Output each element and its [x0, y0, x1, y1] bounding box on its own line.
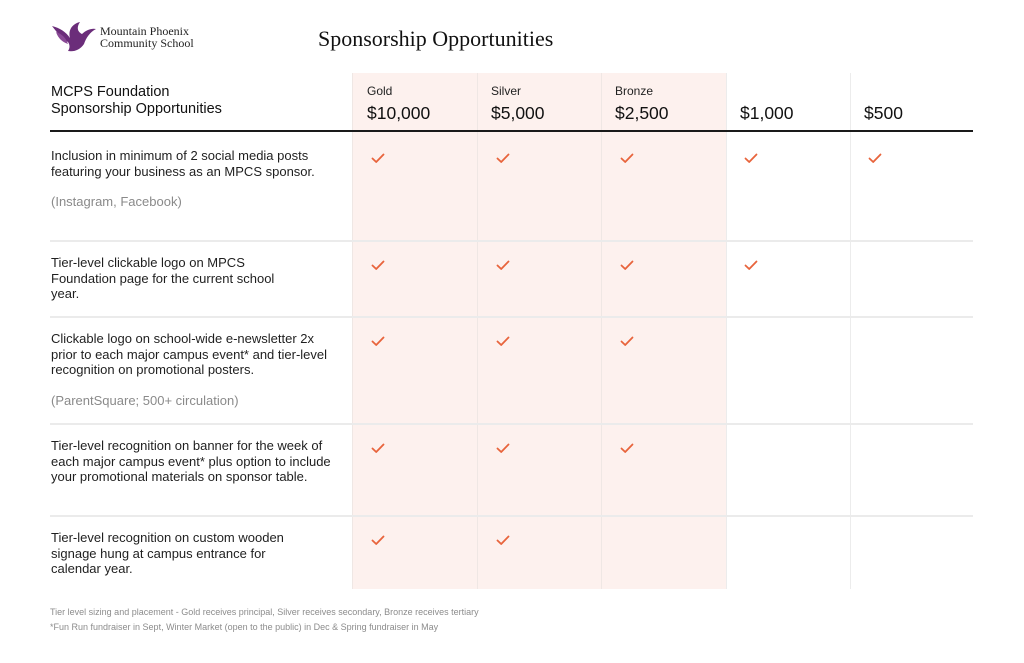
highlight-band [352, 73, 726, 589]
check-icon [371, 336, 385, 347]
school-name-line2: Community School [100, 36, 194, 50]
column-divider [601, 73, 602, 589]
check-icon [496, 535, 510, 546]
check-icon [496, 260, 510, 271]
check-icon [371, 535, 385, 546]
tier-amount: $1,000 [740, 103, 794, 123]
tier-name: Bronze [615, 84, 654, 98]
benefit-text: Tier-level recognition on custom wooden signage hung at campus entrance for calendar year. [51, 530, 284, 576]
row-divider [50, 240, 973, 242]
table-title [51, 84, 222, 118]
check-icon [620, 443, 634, 454]
footnote-sizing: Tier level sizing and placement - Gold receives principal, Silver receives secondary, Bronze receives tertiary [50, 607, 479, 617]
tier-name: Silver [491, 84, 522, 98]
tier-header-1000 [740, 84, 794, 124]
benefit-text: Tier-level recognition on banner for the week of each major campus event* plus option to include your promotional materials on sponsor table. [51, 438, 331, 484]
benefit-note: (ParentSquare; 500+ circulation) [51, 392, 239, 408]
check-icon [496, 443, 510, 454]
tier-amount: $5,000 [491, 103, 545, 123]
benefit-row-2 [51, 255, 276, 302]
benefit-row-3 [51, 331, 341, 408]
tier-amount: $2,500 [615, 103, 669, 123]
tier-header-bronze [615, 84, 669, 124]
tier-header-silver [491, 84, 545, 124]
school-logo [50, 20, 194, 54]
tier-name: Gold [367, 84, 393, 98]
benefit-text: Clickable logo on school-wide e-newsletter 2x prior to each major campus event* and tier-level recognition on promotional posters. [51, 331, 328, 377]
check-icon [496, 336, 510, 347]
table-title-line2: Sponsorship Opportunities [51, 101, 222, 117]
column-divider [726, 73, 727, 589]
benefit-text: Inclusion in minimum of 2 social media posts featuring your business as an MPCS sponsor. [51, 148, 315, 179]
benefit-text: Tier-level clickable logo on MPCS Foundation page for the current school year. [51, 255, 275, 301]
benefit-row-5 [51, 530, 313, 577]
column-divider [850, 73, 851, 589]
benefit-note: (Instagram, Facebook) [51, 194, 182, 209]
tier-amount: $500 [864, 103, 903, 123]
tier-header-500 [864, 84, 903, 124]
row-divider [50, 423, 973, 425]
phoenix-icon [50, 20, 98, 54]
check-icon [371, 153, 385, 164]
check-icon [620, 336, 634, 347]
column-divider [477, 73, 478, 589]
check-icon [620, 153, 634, 164]
check-icon [744, 153, 758, 164]
school-name [100, 25, 194, 49]
check-icon [868, 153, 882, 164]
tier-name [864, 84, 903, 98]
check-icon [744, 260, 758, 271]
table-title-line1: MCPS Foundation [51, 84, 170, 100]
benefit-row-1 [51, 148, 316, 210]
footnote-events: *Fun Run fundraiser in Sept, Winter Market (open to the public) in Dec & Spring fundraiser in May [50, 622, 439, 632]
check-icon [371, 443, 385, 454]
tier-name [740, 84, 794, 98]
tier-amount: $10,000 [367, 103, 431, 123]
check-icon [620, 260, 634, 271]
column-divider [352, 73, 353, 589]
benefit-row-4 [51, 438, 341, 485]
row-divider [50, 515, 973, 517]
check-icon [371, 260, 385, 271]
school-name-line1: Mountain Phoenix [100, 24, 189, 38]
header-rule [50, 130, 973, 132]
row-divider [50, 316, 973, 318]
page-title: Sponsorship Opportunities [318, 26, 554, 51]
tier-header-gold [367, 84, 430, 124]
check-icon [496, 153, 510, 164]
